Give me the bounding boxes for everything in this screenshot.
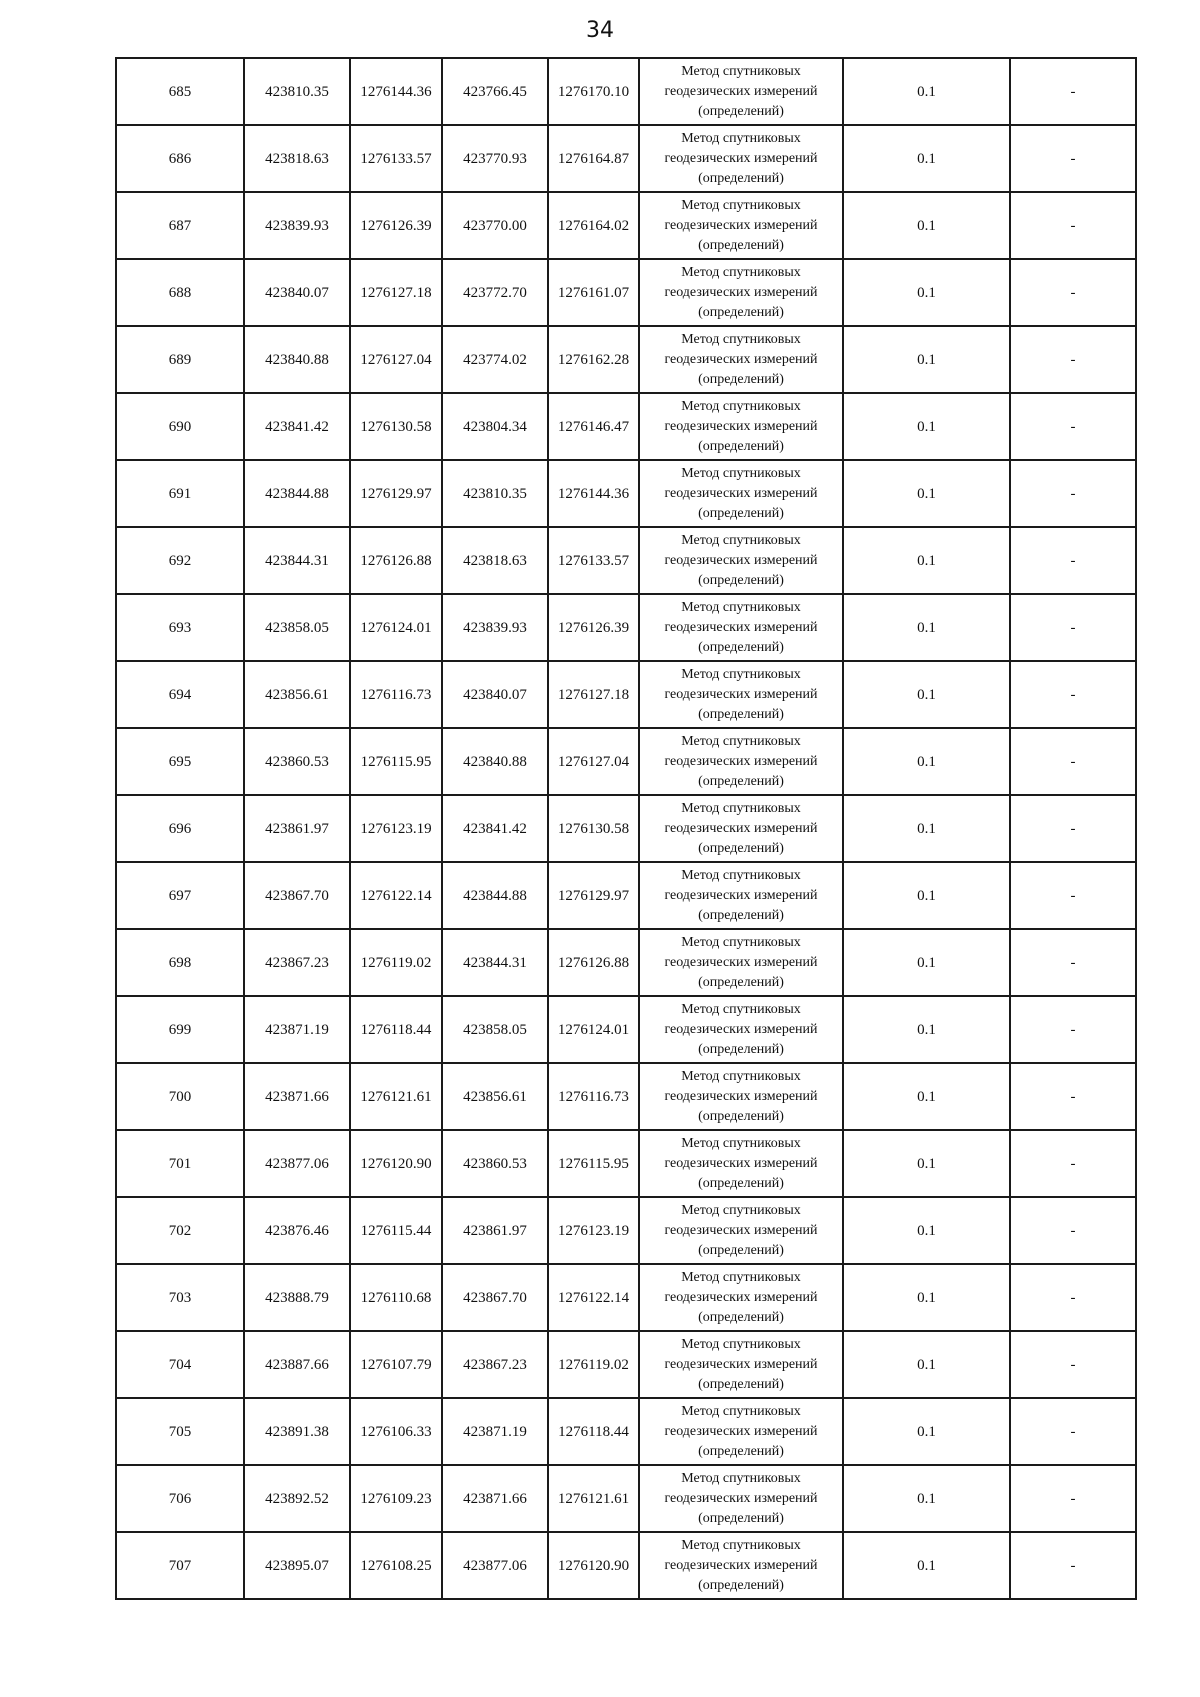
x-coordinate-cell: 423867.23 — [244, 929, 350, 996]
method-text-line: (определений) — [698, 1577, 784, 1593]
y-coordinate-cell: 1276144.36 — [350, 58, 442, 125]
x-coordinate-prev-cell: 423871.19 — [442, 1398, 548, 1465]
x-coordinate-cell: 423876.46 — [244, 1197, 350, 1264]
table-row — [116, 929, 1136, 996]
method-cell — [639, 1264, 843, 1331]
method-text-line: Метод спутниковых — [681, 1537, 801, 1553]
method-cell — [639, 929, 843, 996]
x-coordinate-cell: 423856.61 — [244, 661, 350, 728]
y-coordinate-prev-cell: 1276161.07 — [548, 259, 639, 326]
method-text-line: геодезических измерений — [664, 418, 818, 434]
method-text-line: Метод спутниковых — [681, 197, 801, 213]
method-text-line: (определений) — [698, 304, 784, 320]
accuracy-cell: 0.1 — [843, 996, 1010, 1063]
x-coordinate-prev-cell: 423877.06 — [442, 1532, 548, 1599]
method-cell — [639, 728, 843, 795]
accuracy-cell: 0.1 — [843, 594, 1010, 661]
method-cell — [639, 1465, 843, 1532]
method-text-line: Метод спутниковых — [681, 800, 801, 816]
method-text-line: геодезических измерений — [664, 1222, 818, 1238]
point-number-cell: 691 — [116, 460, 244, 527]
method-text-line: Метод спутниковых — [681, 130, 801, 146]
accuracy-cell: 0.1 — [843, 393, 1010, 460]
method-text-line: (определений) — [698, 840, 784, 856]
method-text-line: геодезических измерений — [664, 83, 818, 99]
point-number-cell: 698 — [116, 929, 244, 996]
method-text-line: геодезических измерений — [664, 552, 818, 568]
method-text-line: Метод спутниковых — [681, 532, 801, 548]
table-row — [116, 326, 1136, 393]
y-coordinate-prev-cell: 1276162.28 — [548, 326, 639, 393]
method-text-line: геодезических измерений — [664, 1423, 818, 1439]
y-coordinate-prev-cell: 1276124.01 — [548, 996, 639, 1063]
y-coordinate-cell: 1276107.79 — [350, 1331, 442, 1398]
point-number-cell: 702 — [116, 1197, 244, 1264]
method-text-line: (определений) — [698, 1376, 784, 1392]
x-coordinate-prev-cell: 423774.02 — [442, 326, 548, 393]
method-text-line: (определений) — [698, 1309, 784, 1325]
note-cell: - — [1010, 1130, 1136, 1197]
method-text-line: (определений) — [698, 907, 784, 923]
accuracy-cell: 0.1 — [843, 1398, 1010, 1465]
y-coordinate-prev-cell: 1276164.87 — [548, 125, 639, 192]
method-text-line: геодезических измерений — [664, 753, 818, 769]
table-row — [116, 125, 1136, 192]
y-coordinate-prev-cell: 1276121.61 — [548, 1465, 639, 1532]
x-coordinate-cell: 423887.66 — [244, 1331, 350, 1398]
note-cell: - — [1010, 58, 1136, 125]
x-coordinate-prev-cell: 423844.88 — [442, 862, 548, 929]
method-text-line: геодезических измерений — [664, 619, 818, 635]
point-number-cell: 693 — [116, 594, 244, 661]
point-number-cell: 697 — [116, 862, 244, 929]
method-cell — [639, 594, 843, 661]
y-coordinate-prev-cell: 1276116.73 — [548, 1063, 639, 1130]
y-coordinate-cell: 1276130.58 — [350, 393, 442, 460]
x-coordinate-prev-cell: 423770.93 — [442, 125, 548, 192]
x-coordinate-prev-cell: 423871.66 — [442, 1465, 548, 1532]
x-coordinate-cell: 423888.79 — [244, 1264, 350, 1331]
table-row — [116, 192, 1136, 259]
method-text-line: геодезических измерений — [664, 954, 818, 970]
method-text-line: (определений) — [698, 170, 784, 186]
method-text-line: геодезических измерений — [664, 887, 818, 903]
method-cell — [639, 326, 843, 393]
x-coordinate-prev-cell: 423840.88 — [442, 728, 548, 795]
x-coordinate-cell: 423844.88 — [244, 460, 350, 527]
note-cell: - — [1010, 125, 1136, 192]
method-text-line: геодезических измерений — [664, 1021, 818, 1037]
method-text-line: (определений) — [698, 438, 784, 454]
x-coordinate-cell: 423892.52 — [244, 1465, 350, 1532]
method-text-line: геодезических измерений — [664, 1155, 818, 1171]
table-row — [116, 1130, 1136, 1197]
x-coordinate-cell: 423860.53 — [244, 728, 350, 795]
method-text-line: Метод спутниковых — [681, 331, 801, 347]
point-number-cell: 705 — [116, 1398, 244, 1465]
method-text-line: (определений) — [698, 706, 784, 722]
x-coordinate-cell: 423840.88 — [244, 326, 350, 393]
note-cell: - — [1010, 460, 1136, 527]
note-cell: - — [1010, 1063, 1136, 1130]
accuracy-cell: 0.1 — [843, 795, 1010, 862]
note-cell: - — [1010, 1331, 1136, 1398]
page-number: 34 — [586, 18, 614, 43]
note-cell: - — [1010, 594, 1136, 661]
table-row — [116, 1465, 1136, 1532]
y-coordinate-prev-cell: 1276119.02 — [548, 1331, 639, 1398]
method-text-line: (определений) — [698, 237, 784, 253]
table-row — [116, 1532, 1136, 1599]
x-coordinate-cell: 423818.63 — [244, 125, 350, 192]
table-row — [116, 594, 1136, 661]
accuracy-cell: 0.1 — [843, 1130, 1010, 1197]
x-coordinate-prev-cell: 423867.70 — [442, 1264, 548, 1331]
y-coordinate-prev-cell: 1276118.44 — [548, 1398, 639, 1465]
y-coordinate-cell: 1276122.14 — [350, 862, 442, 929]
y-coordinate-prev-cell: 1276130.58 — [548, 795, 639, 862]
x-coordinate-prev-cell: 423766.45 — [442, 58, 548, 125]
x-coordinate-prev-cell: 423858.05 — [442, 996, 548, 1063]
method-cell — [639, 862, 843, 929]
x-coordinate-prev-cell: 423810.35 — [442, 460, 548, 527]
method-text-line: Метод спутниковых — [681, 63, 801, 79]
accuracy-cell: 0.1 — [843, 192, 1010, 259]
point-number-cell: 690 — [116, 393, 244, 460]
accuracy-cell: 0.1 — [843, 58, 1010, 125]
note-cell: - — [1010, 862, 1136, 929]
method-text-line: Метод спутниковых — [681, 465, 801, 481]
y-coordinate-cell: 1276119.02 — [350, 929, 442, 996]
note-cell: - — [1010, 1264, 1136, 1331]
x-coordinate-prev-cell: 423867.23 — [442, 1331, 548, 1398]
method-text-line: (определений) — [698, 773, 784, 789]
note-cell: - — [1010, 996, 1136, 1063]
method-text-line: Метод спутниковых — [681, 398, 801, 414]
coordinates-table-body — [116, 58, 1136, 1599]
note-cell: - — [1010, 1532, 1136, 1599]
x-coordinate-prev-cell: 423770.00 — [442, 192, 548, 259]
method-cell — [639, 1532, 843, 1599]
method-text-line: Метод спутниковых — [681, 733, 801, 749]
accuracy-cell: 0.1 — [843, 929, 1010, 996]
accuracy-cell: 0.1 — [843, 1063, 1010, 1130]
note-cell: - — [1010, 192, 1136, 259]
method-text-line: (определений) — [698, 1510, 784, 1526]
x-coordinate-prev-cell: 423818.63 — [442, 527, 548, 594]
x-coordinate-prev-cell: 423804.34 — [442, 393, 548, 460]
table-row — [116, 1398, 1136, 1465]
note-cell: - — [1010, 527, 1136, 594]
x-coordinate-cell: 423840.07 — [244, 259, 350, 326]
y-coordinate-prev-cell: 1276123.19 — [548, 1197, 639, 1264]
point-number-cell: 696 — [116, 795, 244, 862]
table-row — [116, 795, 1136, 862]
method-text-line: геодезических измерений — [664, 686, 818, 702]
method-text-line: геодезических измерений — [664, 1088, 818, 1104]
method-text-line: Метод спутниковых — [681, 1470, 801, 1486]
note-cell: - — [1010, 1465, 1136, 1532]
x-coordinate-prev-cell: 423841.42 — [442, 795, 548, 862]
point-number-cell: 699 — [116, 996, 244, 1063]
y-coordinate-cell: 1276109.23 — [350, 1465, 442, 1532]
point-number-cell: 687 — [116, 192, 244, 259]
method-text-line: Метод спутниковых — [681, 264, 801, 280]
y-coordinate-cell: 1276116.73 — [350, 661, 442, 728]
method-text-line: геодезических измерений — [664, 485, 818, 501]
accuracy-cell: 0.1 — [843, 728, 1010, 795]
y-coordinate-prev-cell: 1276127.04 — [548, 728, 639, 795]
note-cell: - — [1010, 393, 1136, 460]
table-row — [116, 259, 1136, 326]
method-text-line: Метод спутниковых — [681, 867, 801, 883]
accuracy-cell: 0.1 — [843, 527, 1010, 594]
y-coordinate-cell: 1276127.18 — [350, 259, 442, 326]
y-coordinate-cell: 1276110.68 — [350, 1264, 442, 1331]
point-number-cell: 701 — [116, 1130, 244, 1197]
y-coordinate-cell: 1276106.33 — [350, 1398, 442, 1465]
table-row — [116, 393, 1136, 460]
note-cell: - — [1010, 661, 1136, 728]
x-coordinate-prev-cell: 423856.61 — [442, 1063, 548, 1130]
point-number-cell: 703 — [116, 1264, 244, 1331]
method-text-line: (определений) — [698, 974, 784, 990]
method-text-line: (определений) — [698, 639, 784, 655]
point-number-cell: 706 — [116, 1465, 244, 1532]
x-coordinate-prev-cell: 423860.53 — [442, 1130, 548, 1197]
accuracy-cell: 0.1 — [843, 1532, 1010, 1599]
point-number-cell: 685 — [116, 58, 244, 125]
note-cell: - — [1010, 929, 1136, 996]
y-coordinate-cell: 1276129.97 — [350, 460, 442, 527]
y-coordinate-prev-cell: 1276127.18 — [548, 661, 639, 728]
table-row — [116, 661, 1136, 728]
method-text-line: Метод спутниковых — [681, 1135, 801, 1151]
y-coordinate-cell: 1276121.61 — [350, 1063, 442, 1130]
y-coordinate-cell: 1276115.95 — [350, 728, 442, 795]
method-cell — [639, 1063, 843, 1130]
method-cell — [639, 1398, 843, 1465]
method-text-line: геодезических измерений — [664, 1356, 818, 1372]
point-number-cell: 695 — [116, 728, 244, 795]
method-text-line: геодезических измерений — [664, 1490, 818, 1506]
table-row — [116, 1264, 1136, 1331]
accuracy-cell: 0.1 — [843, 125, 1010, 192]
x-coordinate-cell: 423839.93 — [244, 192, 350, 259]
method-text-line: геодезических измерений — [664, 1289, 818, 1305]
point-number-cell: 689 — [116, 326, 244, 393]
method-text-line: геодезических измерений — [664, 351, 818, 367]
method-text-line: Метод спутниковых — [681, 1269, 801, 1285]
method-cell — [639, 125, 843, 192]
note-cell: - — [1010, 795, 1136, 862]
y-coordinate-cell: 1276127.04 — [350, 326, 442, 393]
point-number-cell: 688 — [116, 259, 244, 326]
y-coordinate-cell: 1276120.90 — [350, 1130, 442, 1197]
method-text-line: (определений) — [698, 1443, 784, 1459]
coordinates-table — [115, 57, 1137, 1600]
method-cell — [639, 1331, 843, 1398]
method-text-line: геодезических измерений — [664, 1557, 818, 1573]
method-cell — [639, 192, 843, 259]
method-cell — [639, 1130, 843, 1197]
method-text-line: Метод спутниковых — [681, 666, 801, 682]
y-coordinate-prev-cell: 1276129.97 — [548, 862, 639, 929]
y-coordinate-prev-cell: 1276170.10 — [548, 58, 639, 125]
x-coordinate-cell: 423871.19 — [244, 996, 350, 1063]
x-coordinate-prev-cell: 423839.93 — [442, 594, 548, 661]
method-cell — [639, 259, 843, 326]
method-cell — [639, 58, 843, 125]
x-coordinate-prev-cell: 423840.07 — [442, 661, 548, 728]
accuracy-cell: 0.1 — [843, 1465, 1010, 1532]
table-row — [116, 527, 1136, 594]
x-coordinate-cell: 423891.38 — [244, 1398, 350, 1465]
note-cell: - — [1010, 728, 1136, 795]
method-text-line: геодезических измерений — [664, 284, 818, 300]
x-coordinate-prev-cell: 423772.70 — [442, 259, 548, 326]
accuracy-cell: 0.1 — [843, 460, 1010, 527]
y-coordinate-cell: 1276126.39 — [350, 192, 442, 259]
note-cell: - — [1010, 326, 1136, 393]
table-row — [116, 1331, 1136, 1398]
accuracy-cell: 0.1 — [843, 1197, 1010, 1264]
accuracy-cell: 0.1 — [843, 661, 1010, 728]
x-coordinate-cell: 423861.97 — [244, 795, 350, 862]
method-cell — [639, 996, 843, 1063]
method-text-line: (определений) — [698, 371, 784, 387]
method-text-line: Метод спутниковых — [681, 1403, 801, 1419]
accuracy-cell: 0.1 — [843, 862, 1010, 929]
note-cell: - — [1010, 1398, 1136, 1465]
y-coordinate-prev-cell: 1276144.36 — [548, 460, 639, 527]
accuracy-cell: 0.1 — [843, 1331, 1010, 1398]
y-coordinate-prev-cell: 1276115.95 — [548, 1130, 639, 1197]
method-text-line: Метод спутниковых — [681, 1001, 801, 1017]
accuracy-cell: 0.1 — [843, 326, 1010, 393]
method-cell — [639, 393, 843, 460]
point-number-cell: 707 — [116, 1532, 244, 1599]
table-row — [116, 1197, 1136, 1264]
y-coordinate-prev-cell: 1276146.47 — [548, 393, 639, 460]
note-cell: - — [1010, 1197, 1136, 1264]
method-text-line: геодезических измерений — [664, 150, 818, 166]
method-cell — [639, 661, 843, 728]
table-row — [116, 728, 1136, 795]
y-coordinate-cell: 1276115.44 — [350, 1197, 442, 1264]
y-coordinate-prev-cell: 1276133.57 — [548, 527, 639, 594]
method-text-line: (определений) — [698, 1242, 784, 1258]
method-cell — [639, 527, 843, 594]
x-coordinate-cell: 423810.35 — [244, 58, 350, 125]
point-number-cell: 700 — [116, 1063, 244, 1130]
method-cell — [639, 460, 843, 527]
note-cell: - — [1010, 259, 1136, 326]
x-coordinate-cell: 423877.06 — [244, 1130, 350, 1197]
y-coordinate-cell: 1276124.01 — [350, 594, 442, 661]
y-coordinate-prev-cell: 1276120.90 — [548, 1532, 639, 1599]
y-coordinate-prev-cell: 1276122.14 — [548, 1264, 639, 1331]
table-row — [116, 58, 1136, 125]
x-coordinate-prev-cell: 423861.97 — [442, 1197, 548, 1264]
method-text-line: Метод спутниковых — [681, 1336, 801, 1352]
x-coordinate-prev-cell: 423844.31 — [442, 929, 548, 996]
method-text-line: (определений) — [698, 1041, 784, 1057]
table-row — [116, 996, 1136, 1063]
method-text-line: (определений) — [698, 572, 784, 588]
x-coordinate-cell: 423844.31 — [244, 527, 350, 594]
x-coordinate-cell: 423841.42 — [244, 393, 350, 460]
accuracy-cell: 0.1 — [843, 259, 1010, 326]
y-coordinate-cell: 1276126.88 — [350, 527, 442, 594]
method-text-line: (определений) — [698, 1175, 784, 1191]
method-text-line: Метод спутниковых — [681, 1202, 801, 1218]
y-coordinate-cell: 1276123.19 — [350, 795, 442, 862]
point-number-cell: 686 — [116, 125, 244, 192]
point-number-cell: 704 — [116, 1331, 244, 1398]
y-coordinate-prev-cell: 1276126.39 — [548, 594, 639, 661]
method-text-line: Метод спутниковых — [681, 934, 801, 950]
table-row — [116, 460, 1136, 527]
table-row — [116, 1063, 1136, 1130]
x-coordinate-cell: 423895.07 — [244, 1532, 350, 1599]
method-text-line: геодезических измерений — [664, 217, 818, 233]
method-text-line: Метод спутниковых — [681, 1068, 801, 1084]
method-text-line: Метод спутниковых — [681, 599, 801, 615]
method-text-line: (определений) — [698, 103, 784, 119]
point-number-cell: 694 — [116, 661, 244, 728]
table-row — [116, 862, 1136, 929]
point-number-cell: 692 — [116, 527, 244, 594]
y-coordinate-cell: 1276108.25 — [350, 1532, 442, 1599]
method-text-line: геодезических измерений — [664, 820, 818, 836]
method-cell — [639, 795, 843, 862]
method-cell — [639, 1197, 843, 1264]
y-coordinate-cell: 1276118.44 — [350, 996, 442, 1063]
x-coordinate-cell: 423871.66 — [244, 1063, 350, 1130]
y-coordinate-cell: 1276133.57 — [350, 125, 442, 192]
method-text-line: (определений) — [698, 1108, 784, 1124]
method-text-line: (определений) — [698, 505, 784, 521]
accuracy-cell: 0.1 — [843, 1264, 1010, 1331]
x-coordinate-cell: 423858.05 — [244, 594, 350, 661]
y-coordinate-prev-cell: 1276126.88 — [548, 929, 639, 996]
x-coordinate-cell: 423867.70 — [244, 862, 350, 929]
y-coordinate-prev-cell: 1276164.02 — [548, 192, 639, 259]
